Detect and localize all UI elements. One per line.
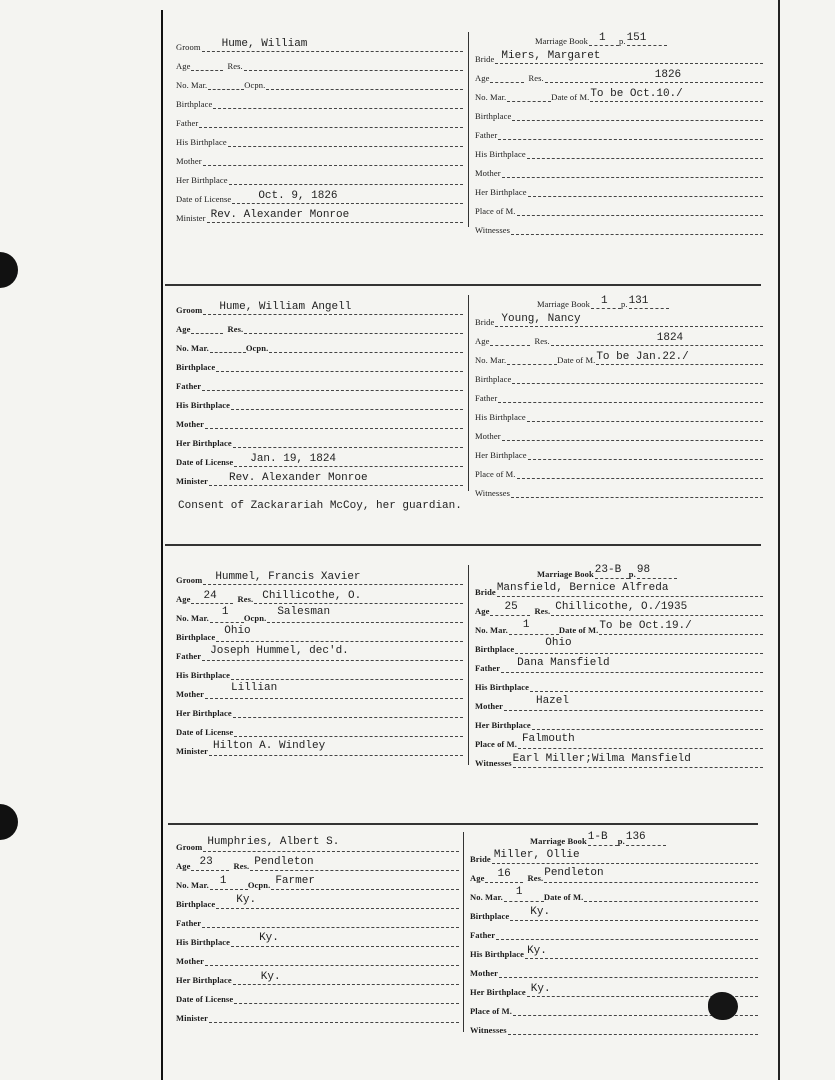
father-label: Father [176, 118, 199, 128]
bride-mother: Hazel [535, 695, 569, 707]
marriage-record-hume-william [170, 30, 770, 235]
res-label: Res. [227, 324, 244, 334]
marriage-book-page: 151 [626, 32, 647, 44]
groom-minister: Rev. Alexander Monroe [228, 472, 368, 484]
age-label: Age [470, 873, 485, 883]
mother-label: Mother [176, 956, 204, 966]
groom-her-birthplace: Ky. [260, 971, 281, 983]
his-birthplace-row [475, 406, 763, 422]
her-birthplace-label: Her Birthplace [475, 187, 527, 197]
bride-res: 1826 [654, 69, 682, 81]
father-label: Father [176, 651, 202, 661]
minister-row [176, 740, 463, 756]
no-mar-label: No. Mar. [475, 355, 507, 365]
witnesses-label: Witnesses [475, 758, 512, 768]
birthplace-label: Birthplace [475, 644, 515, 654]
mother-label: Mother [475, 701, 503, 711]
page-label: p. [617, 836, 625, 846]
groom-date-of-license: Jan. 19, 1824 [250, 453, 337, 465]
her-birthplace-row [475, 181, 763, 197]
his-birthplace-row [176, 931, 459, 947]
his-birthplace-row [176, 394, 463, 410]
age-label: Age [176, 861, 191, 871]
no-mar-label: No. Mar. [176, 880, 209, 890]
bride-row [470, 848, 758, 864]
no-mar-label: No. Mar. [176, 613, 209, 623]
mother-label: Mother [176, 419, 204, 429]
res-label: Res. [528, 73, 544, 83]
birthplace-row [176, 93, 463, 109]
witnesses-label: Witnesses [470, 1025, 507, 1035]
witnesses-row [475, 752, 763, 768]
groom-age: 23 [199, 856, 213, 868]
groom-ocpn: Salesman [277, 606, 331, 618]
father-label: Father [475, 393, 498, 403]
his-birthplace-label: His Birthplace [176, 670, 231, 680]
birthplace-label: Birthplace [176, 899, 216, 909]
groom-row [176, 299, 463, 315]
bride-birthplace: Ky. [530, 906, 551, 918]
age-row [470, 867, 758, 883]
bride-label: Bride [475, 317, 495, 327]
bride-row [475, 48, 763, 64]
father-row [176, 912, 459, 928]
place-of-m-row [475, 200, 763, 216]
no-mar-label: No. Mar. [176, 80, 208, 90]
groom-minister: Hilton A. Windley [212, 740, 326, 752]
father-row [470, 924, 758, 940]
her-birthplace-label: Her Birthplace [475, 450, 527, 460]
bride-his-birthplace: Ky. [527, 945, 547, 957]
groom-father: Joseph Hummel, dec'd. [210, 645, 349, 657]
marriage-book-page: 98 [636, 564, 651, 576]
marriage-book-row [537, 563, 677, 579]
birthplace-row [176, 893, 459, 909]
father-label: Father [475, 130, 498, 140]
bride-place-of-m: Falmouth [521, 733, 575, 745]
no-mar-row [475, 86, 763, 102]
his-birthplace-row [475, 143, 763, 159]
minister-label: Minister [176, 213, 206, 223]
bride-label: Bride [475, 587, 496, 597]
mother-row [475, 162, 763, 178]
marriage-book-label: Marriage Book [537, 299, 590, 309]
ocpn-label: Ocpn. [243, 613, 267, 623]
father-label: Father [470, 930, 496, 940]
groom-birthplace: Ohio [224, 625, 251, 637]
marriage-book-label: Marriage Book [535, 36, 588, 46]
groom-res: Pendleton [254, 856, 314, 868]
birthplace-label: Birthplace [475, 111, 512, 121]
marriage-book-page: 136 [625, 831, 646, 843]
minister-row [176, 470, 463, 486]
record-divider [468, 565, 469, 765]
father-row [176, 375, 463, 391]
age-row [176, 318, 463, 334]
bride-date-of-m: To be Oct.19./ [599, 620, 692, 632]
place-of-m-label: Place of M. [475, 469, 516, 479]
page-label: p. [628, 569, 636, 579]
record-divider [463, 832, 464, 1032]
her-birthplace-row [475, 444, 763, 460]
her-birthplace-row [176, 702, 463, 718]
marriage-book-page: 131 [628, 295, 649, 307]
his-birthplace-row [176, 131, 463, 147]
bride-birthplace: Ohio [545, 637, 572, 649]
his-birthplace-label: His Birthplace [176, 937, 231, 947]
birthplace-label: Birthplace [176, 99, 213, 109]
record-divider [468, 32, 469, 227]
marriage-book-row [537, 293, 669, 309]
his-birthplace-label: His Birthplace [475, 149, 526, 159]
minister-label: Minister [176, 746, 208, 756]
punch-hole-top [0, 252, 18, 288]
place-of-m-row [475, 733, 763, 749]
birthplace-label: Birthplace [475, 374, 512, 384]
bride-res: Chillicothe, O./1935 [555, 601, 688, 613]
groom-res: Chillicothe, O. [262, 590, 362, 602]
groom-name: Hume, William Angell [219, 301, 352, 313]
ink-blot [708, 992, 738, 1020]
groom-ocpn: Farmer [275, 875, 315, 887]
birthplace-label: Birthplace [176, 362, 216, 372]
minister-label: Minister [176, 476, 208, 486]
place-of-m-label: Place of M. [475, 739, 517, 749]
mother-label: Mother [470, 968, 498, 978]
bride-age: 25 [504, 601, 518, 613]
date-of-license-row [176, 988, 459, 1004]
res-label: Res. [233, 861, 250, 871]
marriage-book-row [535, 30, 667, 46]
mother-row [475, 695, 763, 711]
bride-her-birthplace: Ky. [530, 983, 551, 995]
date-of-m-label: Date of M. [557, 355, 596, 365]
her-birthplace-row [475, 714, 763, 730]
punch-hole-bottom [0, 804, 18, 840]
groom-row [176, 36, 463, 52]
age-row [176, 55, 463, 71]
groom-label: Groom [176, 575, 203, 585]
age-row [475, 330, 763, 346]
witnesses-label: Witnesses [475, 488, 511, 498]
no-mar-label: No. Mar. [176, 343, 209, 353]
groom-row [176, 569, 463, 585]
marriage-book-label: Marriage Book [537, 569, 594, 579]
groom-age: 24 [203, 590, 217, 602]
her-birthplace-label: Her Birthplace [470, 987, 526, 997]
her-birthplace-label: Her Birthplace [176, 708, 232, 718]
age-label: Age [176, 61, 191, 71]
bride-res: 1824 [656, 332, 684, 344]
mother-label: Mother [475, 168, 501, 178]
res-label: Res. [527, 873, 544, 883]
his-birthplace-label: His Birthplace [176, 400, 231, 410]
marriage-book-number: 1-B [587, 831, 608, 843]
groom-his-birthplace: Ky. [259, 932, 279, 944]
father-row [176, 112, 463, 128]
witnesses-row [470, 1019, 758, 1035]
her-birthplace-label: Her Birthplace [475, 720, 531, 730]
groom-date-of-license: Oct. 9, 1826 [258, 190, 338, 202]
groom-mother: Lillian [230, 682, 278, 694]
date-of-license-row [176, 721, 463, 737]
groom-no-mar: 1 [221, 606, 229, 618]
place-of-m-row [475, 463, 763, 479]
ocpn-label: Ocpn. [245, 343, 269, 353]
no-mar-row [475, 349, 763, 365]
witnesses-row [475, 482, 763, 498]
bride-label: Bride [470, 854, 491, 864]
no-mar-row [176, 607, 463, 623]
mother-row [176, 950, 459, 966]
page-label: p. [619, 36, 626, 46]
marriage-record-hume-william-angell [170, 293, 770, 523]
date-of-license-label: Date of License [176, 194, 232, 204]
res-label: Res. [227, 61, 243, 71]
age-label: Age [176, 324, 191, 334]
no-mar-label: No. Mar. [475, 92, 507, 102]
groom-label: Groom [176, 842, 203, 852]
his-birthplace-label: His Birthplace [176, 137, 227, 147]
left-border-line [161, 10, 163, 1080]
age-label: Age [475, 336, 490, 346]
no-mar-row [176, 337, 463, 353]
record-divider [468, 295, 469, 491]
birthplace-row [475, 105, 763, 121]
his-birthplace-row [470, 943, 758, 959]
witnesses-row [475, 219, 763, 235]
groom-name: Humphries, Albert S. [207, 836, 340, 848]
mother-row [176, 150, 463, 166]
record-separator [168, 823, 758, 825]
age-row [475, 67, 763, 83]
res-label: Res. [237, 594, 254, 604]
date-of-m-label: Date of M. [551, 92, 590, 102]
bride-date-of-m: To be Jan.22./ [596, 351, 689, 363]
his-birthplace-label: His Birthplace [475, 412, 526, 422]
minister-row [176, 207, 463, 223]
witnesses-label: Witnesses [475, 225, 511, 235]
birthplace-row [176, 626, 463, 642]
birthplace-row [475, 638, 763, 654]
bride-no-mar: 1 [522, 619, 530, 631]
birthplace-label: Birthplace [176, 632, 216, 642]
no-mar-row [176, 74, 463, 90]
age-row [176, 855, 459, 871]
her-birthplace-row [176, 169, 463, 185]
age-row [176, 588, 463, 604]
record-separator [165, 544, 761, 546]
father-label: Father [176, 381, 202, 391]
her-birthplace-row [176, 969, 459, 985]
father-label: Father [475, 663, 501, 673]
marriage-book-row [530, 830, 666, 846]
date-of-license-row [176, 188, 463, 204]
groom-no-mar: 1 [219, 875, 227, 887]
her-birthplace-row [176, 432, 463, 448]
groom-name: Hummel, Francis Xavier [215, 571, 361, 583]
birthplace-row [176, 356, 463, 372]
ocpn-label: Ocpn. [244, 80, 266, 90]
record-separator [165, 284, 761, 286]
date-of-m-label: Date of M. [558, 625, 599, 635]
bride-row [475, 581, 763, 597]
bride-father: Dana Mansfield [517, 657, 610, 669]
place-of-m-label: Place of M. [470, 1006, 512, 1016]
father-row [475, 657, 763, 673]
father-row [475, 124, 763, 140]
birthplace-label: Birthplace [470, 911, 510, 921]
groom-row [176, 836, 459, 852]
no-mar-row [470, 886, 758, 902]
bride-name: Miers, Margaret [501, 50, 601, 62]
minister-label: Minister [176, 1013, 208, 1023]
marriage-book-number: 1 [601, 295, 608, 307]
mother-row [475, 425, 763, 441]
bride-res: Pendleton [544, 867, 604, 879]
her-birthplace-label: Her Birthplace [176, 175, 228, 185]
page-label: p. [621, 299, 628, 309]
date-of-license-label: Date of License [176, 727, 234, 737]
right-border-line [778, 0, 780, 1080]
bride-name: Young, Nancy [501, 313, 581, 325]
his-birthplace-row [176, 664, 463, 680]
his-birthplace-row [475, 676, 763, 692]
groom-name: Hume, William [221, 38, 308, 50]
mother-row [176, 683, 463, 699]
date-of-license-label: Date of License [176, 457, 234, 467]
bride-name: Mansfield, Bernice Alfreda [496, 582, 669, 594]
bride-label: Bride [475, 54, 495, 64]
mother-label: Mother [475, 431, 501, 441]
groom-label: Groom [176, 305, 203, 315]
father-row [176, 645, 463, 661]
his-birthplace-label: His Birthplace [470, 949, 525, 959]
her-birthplace-label: Her Birthplace [176, 975, 232, 985]
father-row [475, 387, 763, 403]
groom-label: Groom [176, 42, 201, 52]
date-of-license-label: Date of License [176, 994, 234, 1004]
no-mar-row [475, 619, 763, 635]
bride-row [475, 311, 763, 327]
his-birthplace-label: His Birthplace [475, 682, 530, 692]
marriage-book-number: 1 [599, 32, 606, 44]
age-row [475, 600, 763, 616]
date-of-m-label: Date of M. [543, 892, 584, 902]
age-label: Age [475, 73, 490, 83]
place-of-m-label: Place of M. [475, 206, 516, 216]
mother-row [176, 413, 463, 429]
bride-date-of-m: To be Oct.10./ [590, 88, 683, 100]
age-label: Age [176, 594, 191, 604]
consent-note: Consent of Zackarariah McCoy, her guardian. [178, 500, 462, 512]
date-of-license-row [176, 451, 463, 467]
birthplace-row [475, 368, 763, 384]
no-mar-label: No. Mar. [470, 892, 503, 902]
mother-label: Mother [176, 689, 204, 699]
no-mar-label: No. Mar. [475, 625, 508, 635]
her-birthplace-label: Her Birthplace [176, 438, 232, 448]
res-label: Res. [534, 336, 550, 346]
bride-witnesses: Earl Miller;Wilma Mansfield [512, 753, 691, 765]
mother-row [470, 962, 758, 978]
bride-no-mar: 1 [515, 886, 523, 898]
birthplace-row [470, 905, 758, 921]
marriage-book-label: Marriage Book [530, 836, 587, 846]
minister-row [176, 1007, 459, 1023]
groom-minister: Rev. Alexander Monroe [210, 209, 350, 221]
mother-label: Mother [176, 156, 202, 166]
bride-age: 16 [497, 868, 511, 880]
marriage-book-number: 23-B [594, 564, 622, 576]
bride-name: Miller, Ollie [493, 849, 580, 861]
no-mar-row [176, 874, 459, 890]
res-label: Res. [534, 606, 551, 616]
age-label: Age [475, 606, 490, 616]
marriage-record-hummel-francis-xavier [170, 563, 770, 773]
ocpn-label: Ocpn. [247, 880, 271, 890]
father-label: Father [176, 918, 202, 928]
marriage-record-humphries-albert [170, 830, 770, 1035]
groom-birthplace: Ky. [236, 894, 257, 906]
